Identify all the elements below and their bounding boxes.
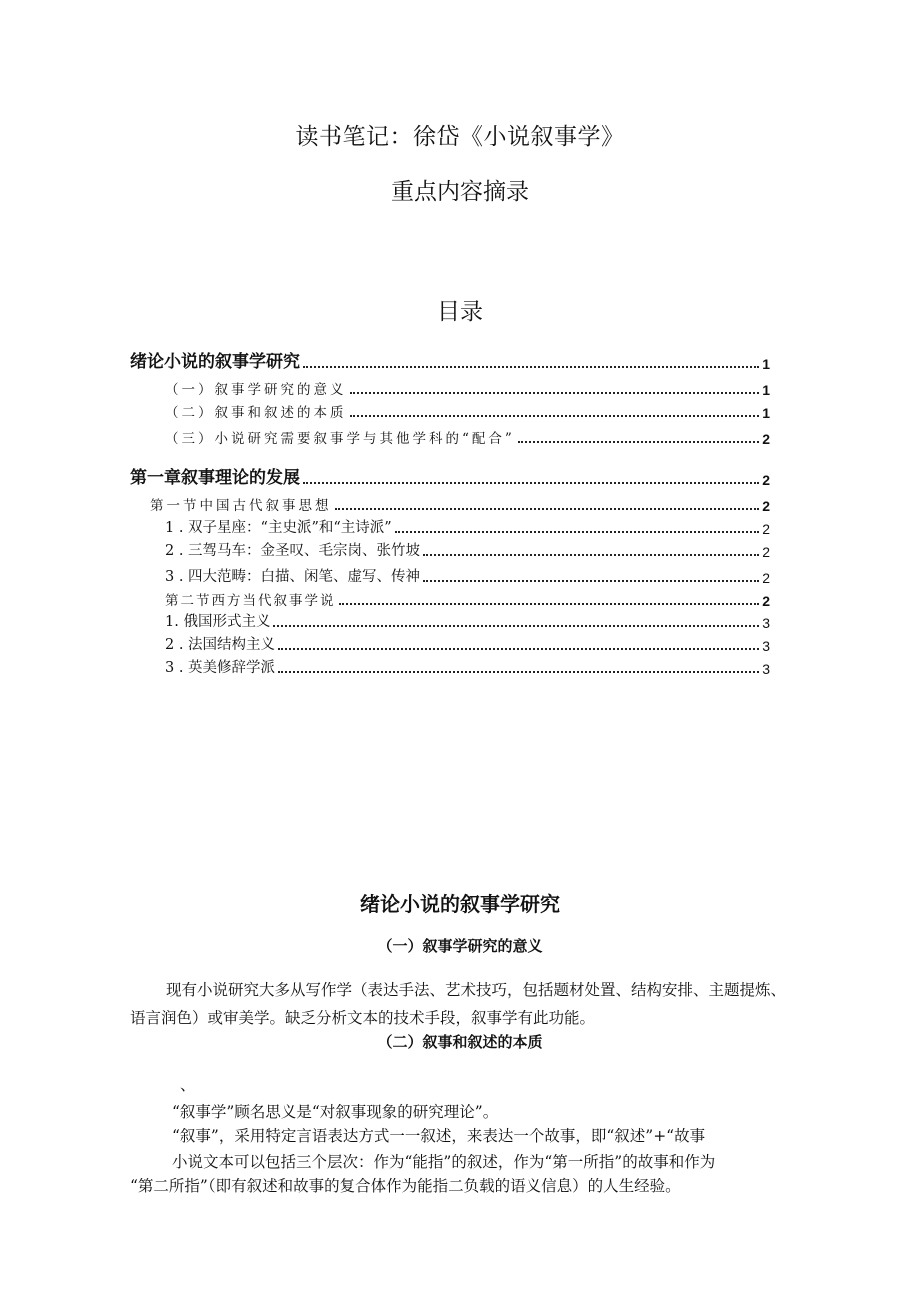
chapter-heading: 绪论小说的叙事学研究 [360, 892, 560, 916]
toc-entry-label: 第一节中国古代叙事思想 [150, 498, 332, 514]
toc-entry-label: （二）叙事和叙述的本质 [165, 405, 347, 421]
toc-entry[interactable] [165, 630, 770, 654]
toc-entry-label: 第二节西方当代叙事学说 [165, 593, 336, 609]
toc-entry-page: 2 [762, 521, 770, 537]
toc-entry-page: 2 [762, 593, 770, 609]
toc-entry-label: 3 . 四大范畴：白描、闲笔、虚写、传神 [165, 569, 421, 585]
toc-leader [339, 603, 760, 605]
toc-entry-page: 2 [762, 472, 770, 488]
toc-entry-page: 2 [762, 498, 770, 514]
toc-entry-page: 2 [762, 544, 770, 560]
section-heading: （一）叙事学研究的意义 [377, 937, 543, 955]
toc-entry[interactable] [130, 464, 770, 488]
toc-entry-page: 2 [762, 570, 770, 586]
toc-leader [350, 392, 760, 394]
body-line: “第二所指”（即有叙述和故事的复合体作为能指二负载的语义信息）的人生经验。 [130, 1177, 681, 1195]
toc-entry-label: 1. 俄国形式主义 [165, 614, 271, 630]
toc-leader [518, 441, 759, 443]
toc-entry-label: 2 . 三驾马车：金圣叹、毛宗岗、张竹坡 [165, 543, 421, 559]
toc-leader [278, 671, 759, 673]
toc-leader [350, 415, 760, 417]
toc-entry-label: （三）小说研究需要叙事学与其他学科的“配合” [165, 431, 515, 447]
toc-entry-page: 3 [762, 615, 770, 631]
toc-entry-label: 绪论小说的叙事学研究 [130, 352, 300, 372]
toc-entry[interactable] [165, 585, 770, 609]
toc-leader [395, 531, 760, 533]
toc-leader [273, 625, 759, 627]
toc-leader [335, 508, 760, 510]
toc-entry[interactable] [165, 653, 770, 677]
toc-leader [303, 482, 759, 484]
toc-entry-page: 1 [762, 382, 770, 398]
toc-entry-page: 3 [762, 661, 770, 677]
body-line: “叙事”，采用特定言语表达方式一一叙述，来表达一个故事，即“叙述”+“故事 [172, 1127, 706, 1145]
toc-entry[interactable] [165, 374, 770, 398]
toc-entry[interactable] [165, 562, 770, 586]
body-line: 小说文本可以包括三个层次：作为“能指”的叙述，作为“第一所指”的故事和作为 [172, 1153, 716, 1171]
toc-entry[interactable] [165, 536, 770, 560]
toc-entry-page: 1 [762, 356, 770, 372]
document-title: 读书笔记：徐岱《小说叙事学》 [295, 124, 625, 150]
toc-entry[interactable] [150, 490, 770, 514]
toc-entry[interactable] [165, 423, 770, 447]
stray-mark: 、 [180, 1076, 196, 1094]
toc-entry[interactable] [130, 348, 770, 372]
toc-entry-page: 3 [762, 638, 770, 654]
toc-leader [278, 648, 759, 650]
toc-entry[interactable] [165, 397, 770, 421]
toc-entry-label: 第一章叙事理论的发展 [130, 468, 300, 488]
toc-title: 目录 [437, 299, 483, 325]
document-subtitle: 重点内容摘录 [391, 179, 529, 205]
toc-leader [423, 554, 759, 556]
section-heading: （二）叙事和叙述的本质 [377, 1033, 543, 1051]
toc-entry-label: 3 . 英美修辞学派 [165, 660, 276, 676]
toc-entry-label: （一）叙事学研究的意义 [165, 382, 347, 398]
toc-entry[interactable] [165, 513, 770, 537]
toc-entry-label: 1 . 双子星座：“主史派”和“主诗派” [165, 520, 392, 536]
body-line: “叙事学”顾名思义是“对叙事现象的研究理论”。 [172, 1103, 499, 1121]
toc-entry-label: 2 . 法国结构主义 [165, 637, 276, 653]
toc-entry-page: 2 [762, 431, 770, 447]
toc-entry[interactable] [165, 607, 770, 631]
body-paragraph: 现有小说研究大多从写作学（表达手法、艺术技巧，包括题材处置、结构安排、主题提炼、语言润色）或审美学。缺乏分析文本的技术手段，叙事学有此功能。 [130, 981, 787, 1027]
toc-leader [303, 366, 759, 368]
toc-leader [423, 580, 759, 582]
toc-entry-page: 1 [762, 405, 770, 421]
